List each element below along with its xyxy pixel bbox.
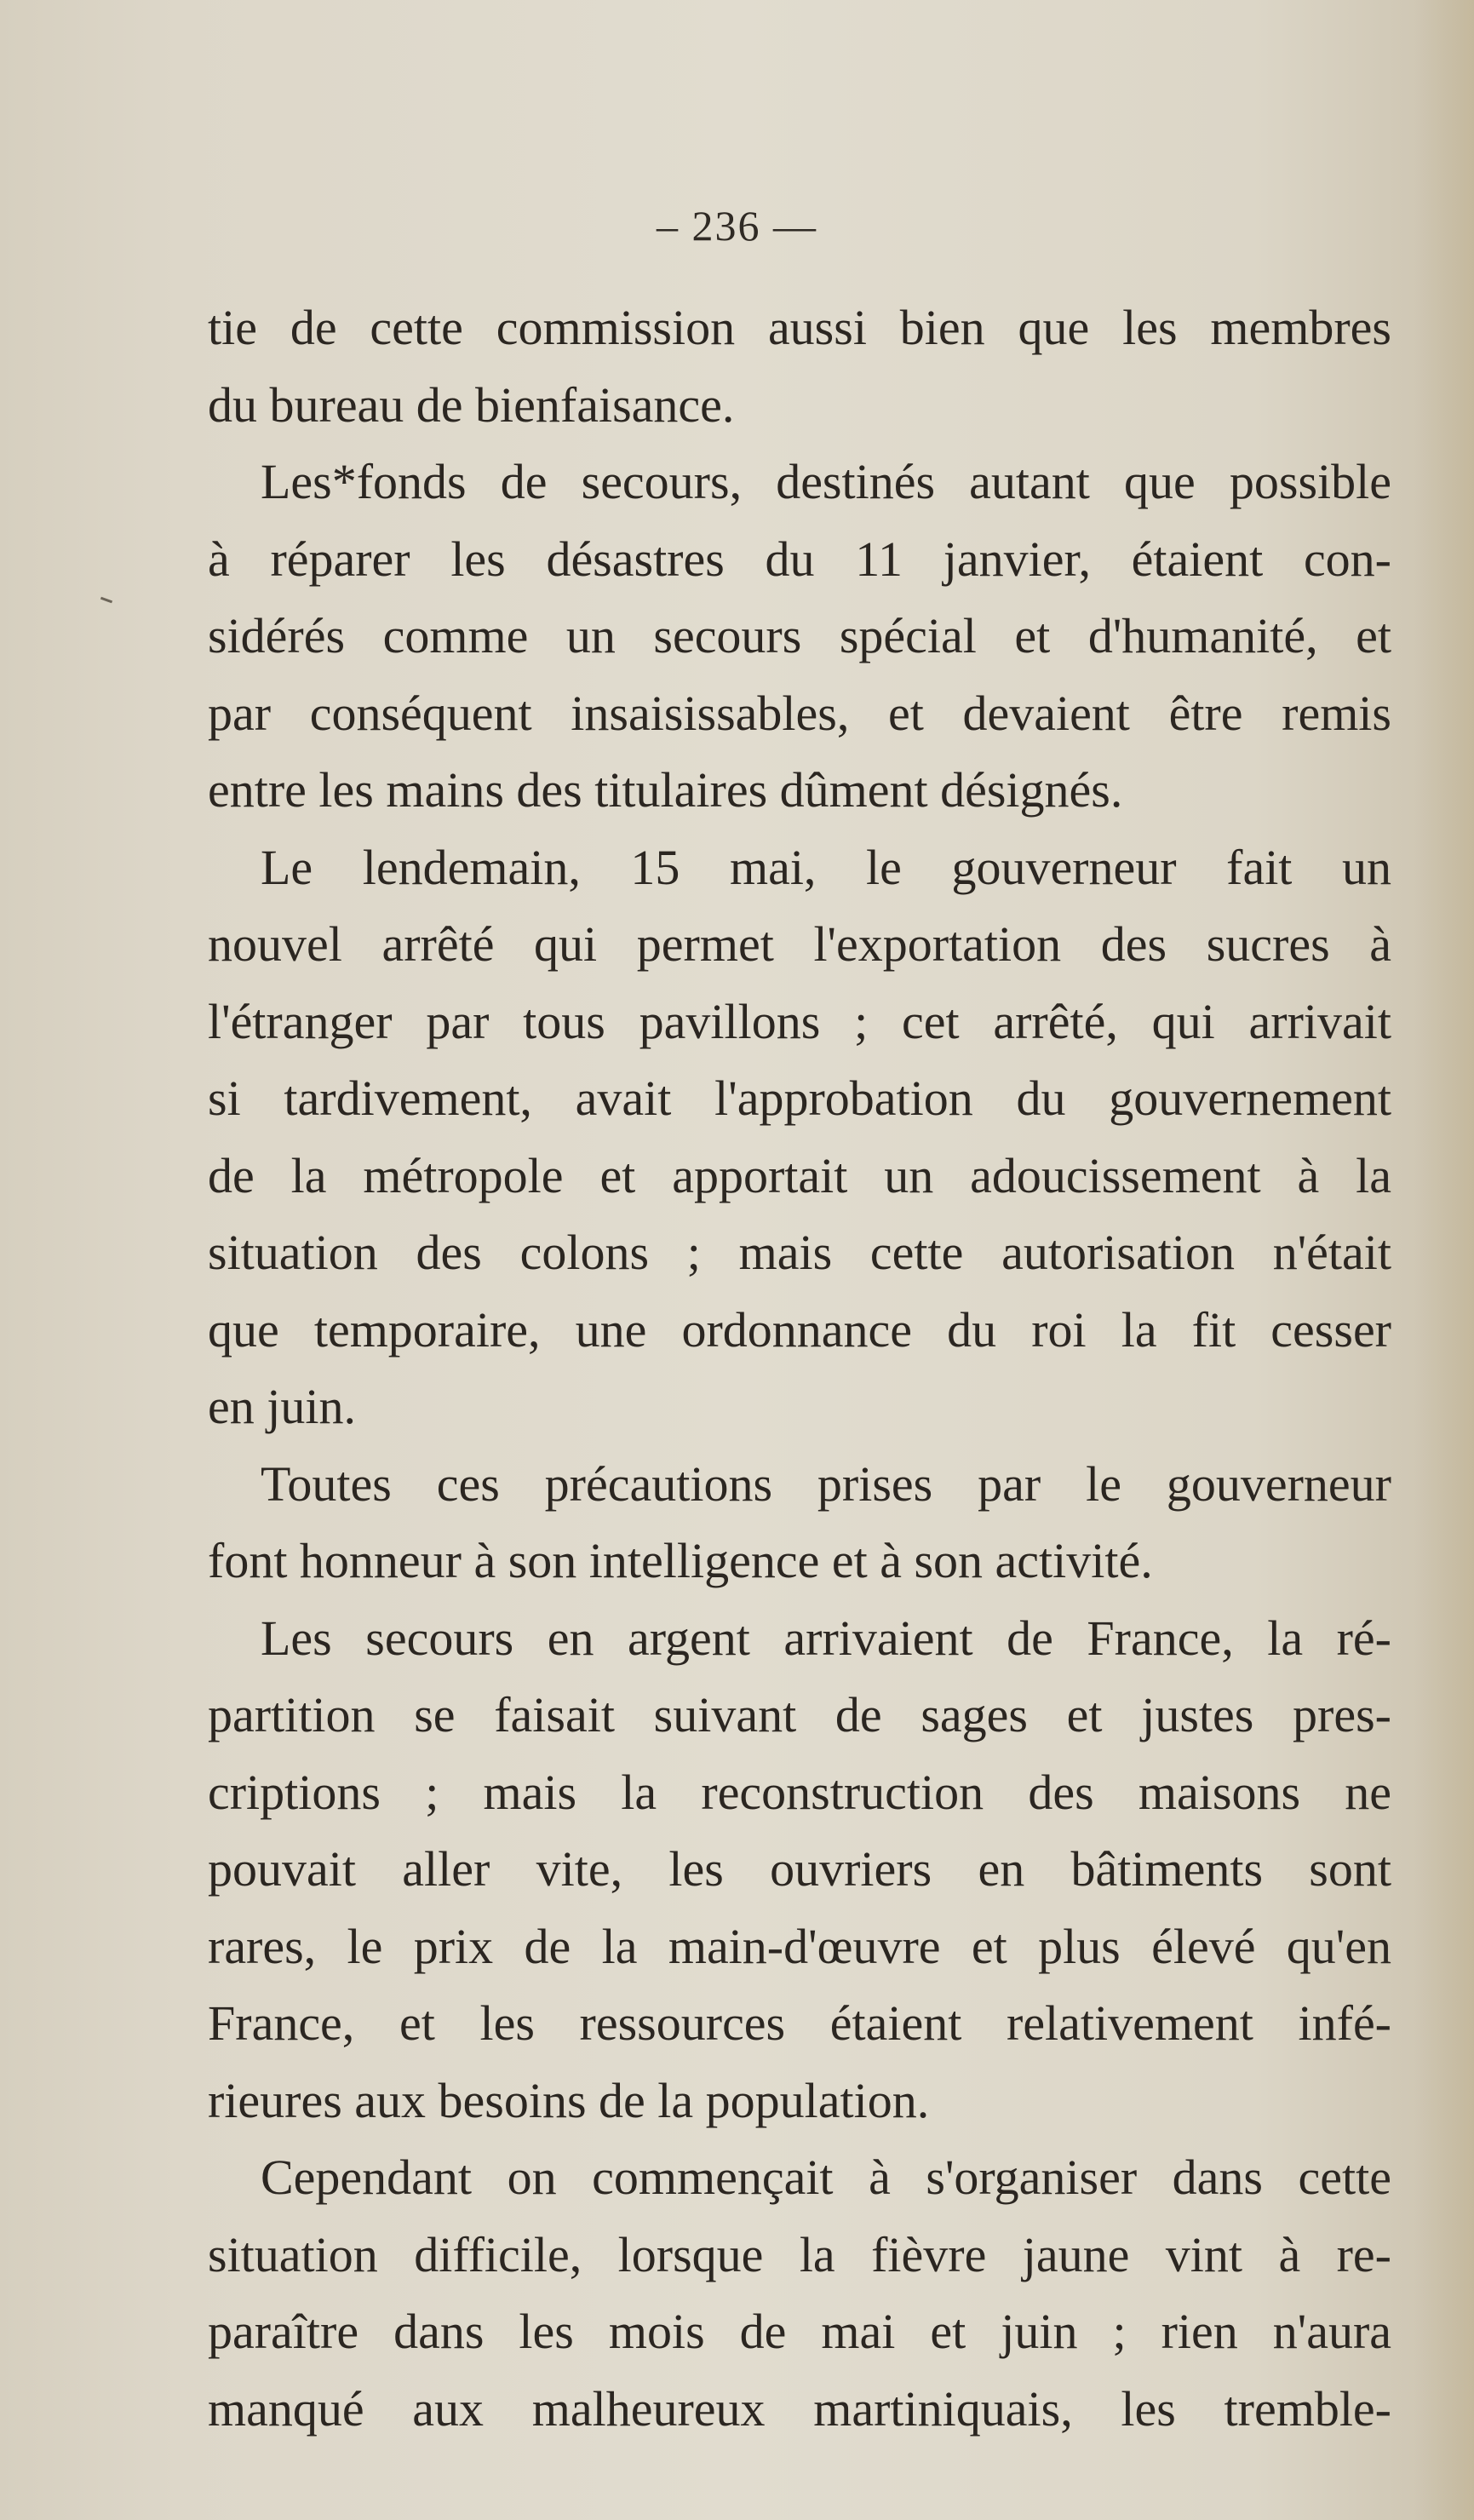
text-line: sidérés comme un secours spécial et d'humanité, et: [208, 608, 1391, 663]
text-line: l'étranger par tous pavillons ; cet arrêté, qui arrivait: [208, 993, 1391, 1049]
text-line: de la métropole et apportait un adoucissement à la: [208, 1147, 1391, 1203]
text-line: si tardivement, avait l'approbation du gouvernement: [208, 1071, 1391, 1126]
page-number: – 236 —: [657, 202, 817, 250]
text-line: Les*fonds de secours, destinés autant que possible: [261, 454, 1391, 509]
margin-mark: [100, 597, 112, 604]
text-line: Les secours en argent arrivaient de France, la ré-: [261, 1610, 1391, 1666]
text-line: entre les mains des titulaires dûment désignés.: [208, 762, 1123, 818]
text-line: Toutes ces précautions prises par le gouverneur: [261, 1455, 1391, 1512]
text-line: pouvait aller vite, les ouvriers en bâtiments sont: [208, 1841, 1391, 1897]
text-line: du bureau de bienfaisance.: [208, 376, 735, 433]
text-line: font honneur à son intelligence et à son activité.: [208, 1533, 1153, 1588]
text-line: situation difficile, lorsque la fièvre jaune vint à re-: [208, 2226, 1391, 2282]
text-line: manqué aux malheureux martiniquais, les tremble-: [208, 2380, 1391, 2437]
text-line: à réparer les désastres du 11 janvier, étaient con-: [208, 531, 1391, 587]
text-line: Cependant on commençait à s'organiser dans cette: [261, 2150, 1391, 2205]
text-line: Le lendemain, 15 mai, le gouverneur fait un: [261, 839, 1391, 895]
text-line: tie de cette commission aussi bien que les membres: [208, 300, 1391, 355]
text-line: France, et les ressources étaient relativement infé-: [208, 1995, 1391, 2051]
text-line: rares, le prix de la main-d'œuvre et plus élevé qu'en: [208, 1918, 1391, 1974]
body-text: [208, 290, 1391, 2448]
text-line: criptions ; mais la reconstruction des maisons ne: [208, 1764, 1391, 1820]
text-line: nouvel arrêté qui permet l'exportation des sucres à: [208, 916, 1391, 972]
text-line: rieures aux besoins de la population.: [208, 2072, 930, 2128]
text-line: en juin.: [208, 1379, 356, 1434]
text-line: paraître dans les mois de mai et juin ; rien n'aura: [208, 2304, 1391, 2359]
text-line: que temporaire, une ordonnance du roi la fit cesser: [208, 1301, 1391, 1358]
text-line: par conséquent insaisissables, et devaient être remis: [208, 685, 1391, 741]
text-line: situation des colons ; mais cette autorisation n'était: [208, 1225, 1391, 1280]
text-line: partition se faisait suivant de sages et justes pres-: [208, 1687, 1391, 1742]
